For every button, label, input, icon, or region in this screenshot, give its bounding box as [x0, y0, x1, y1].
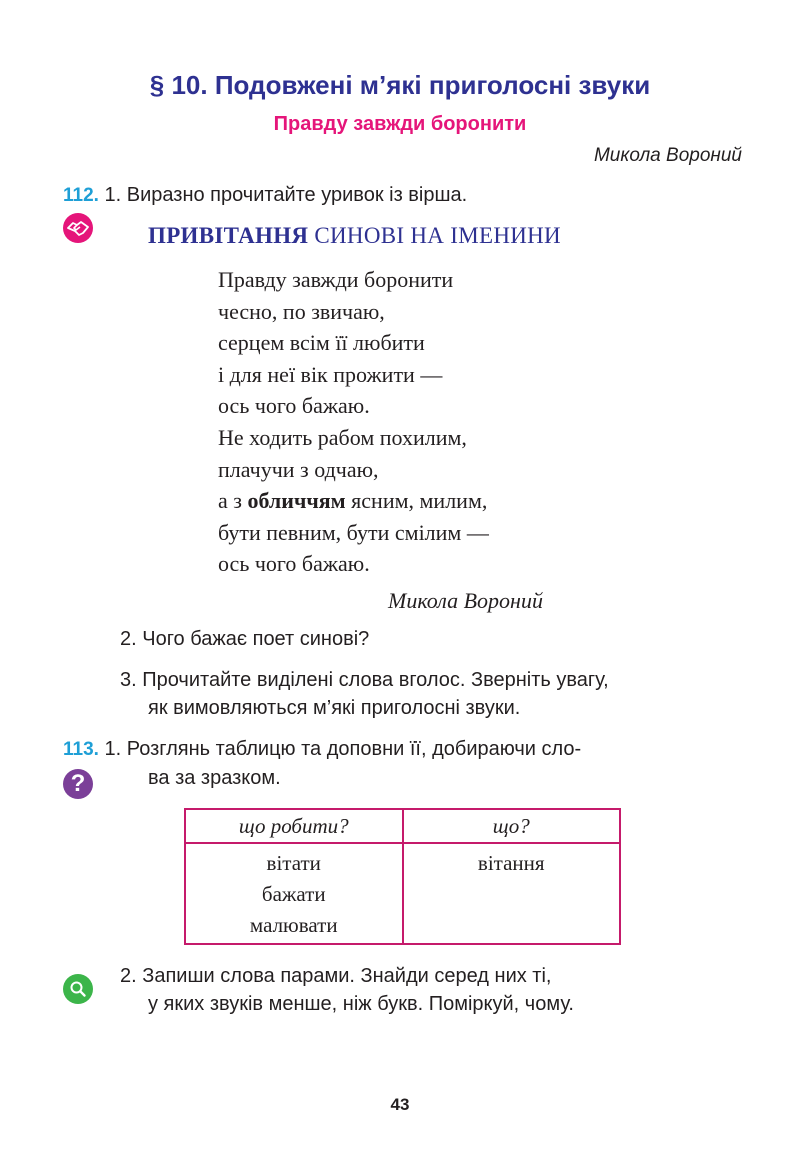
table-word: вітати: [266, 851, 321, 875]
column-header: що?: [403, 809, 621, 843]
handshake-glyph: [67, 219, 89, 237]
poem-line: Правду завжди боронити: [218, 267, 454, 292]
poem-author: Микола Вороний: [388, 588, 543, 613]
poem-line: плачучи з одчаю,: [218, 456, 379, 482]
exercise-112-task-2: 2. Чого бажає поет синові?: [120, 628, 370, 650]
column-header: що робити?: [185, 809, 403, 843]
table-header-row: [185, 809, 620, 843]
section-title: § 10. Подовжені м’які приголосні звуки: [149, 70, 651, 100]
poem-line: чесно, по звичаю,: [218, 298, 385, 324]
exercise-112-task-1: [63, 181, 467, 210]
task-line-justified: [120, 962, 746, 990]
table-word: вітання: [477, 851, 545, 875]
exercise-113-task-2: [120, 962, 750, 1018]
handshake-icon: [63, 213, 93, 243]
poem-line: бути певним, бути смілим —: [218, 519, 489, 545]
poem: [218, 264, 489, 580]
table-cell-verbs: [185, 843, 403, 944]
poem-title-rest: СИНОВІ НА ІМЕНИНИ: [308, 223, 561, 248]
task-line: 3. Прочитайте виділені слова вголос. Зверніть увагу,: [120, 669, 609, 691]
poem-line: ось чого бажаю.: [218, 393, 370, 419]
magnifier-icon: [63, 974, 93, 1004]
word-table: [184, 808, 621, 945]
poem-line: і для неї вік прожити —: [218, 361, 443, 387]
table-cell-nouns: [403, 843, 621, 944]
page-number: 43: [390, 1095, 410, 1114]
table-row: [185, 843, 620, 944]
exercise-number: 113.: [63, 739, 99, 760]
poem-title-bold: ПРИВІТАННЯ: [148, 223, 309, 248]
epigraph: Правду завжди боронити: [273, 113, 527, 135]
table-word: бажати: [261, 882, 326, 906]
poem-line: Не ходить рабом похилим,: [218, 424, 467, 450]
highlighted-word: обличчям: [247, 488, 346, 514]
task-line: 1. Розглянь таблицю та доповни її, добираючи сло-: [104, 738, 582, 760]
question-icon: [63, 769, 93, 799]
task-line: ва за зразком.: [148, 767, 281, 789]
exercise-112-task-3: [120, 666, 609, 722]
poem-title: [148, 223, 561, 249]
task-line: у яких звуків менше, ніж букв. Поміркуй, чому.: [148, 993, 574, 1015]
table-word: малювати: [249, 913, 338, 937]
poem-line: серцем всім її любити: [218, 330, 425, 356]
task-line: 2. Запиши слова парами. Знайди серед них ті,: [120, 965, 552, 987]
poem-line-part: ясним, милим,: [345, 488, 488, 514]
task-line: як вимовляються м’які приголосні звуки.: [148, 697, 521, 719]
question-glyph: ?: [70, 770, 86, 797]
task-text: 1. Виразно прочитайте уривок із вірша.: [104, 184, 468, 206]
epigraph-author: Микола Вороний: [593, 145, 742, 166]
poem-line: ось чого бажаю.: [218, 551, 370, 577]
poem-line: [218, 485, 489, 517]
exercise-113-task-1: [63, 735, 581, 792]
exercise-number: 112.: [63, 185, 99, 206]
poem-line-part: а з: [218, 488, 248, 514]
magnifier-glyph: [69, 980, 87, 998]
